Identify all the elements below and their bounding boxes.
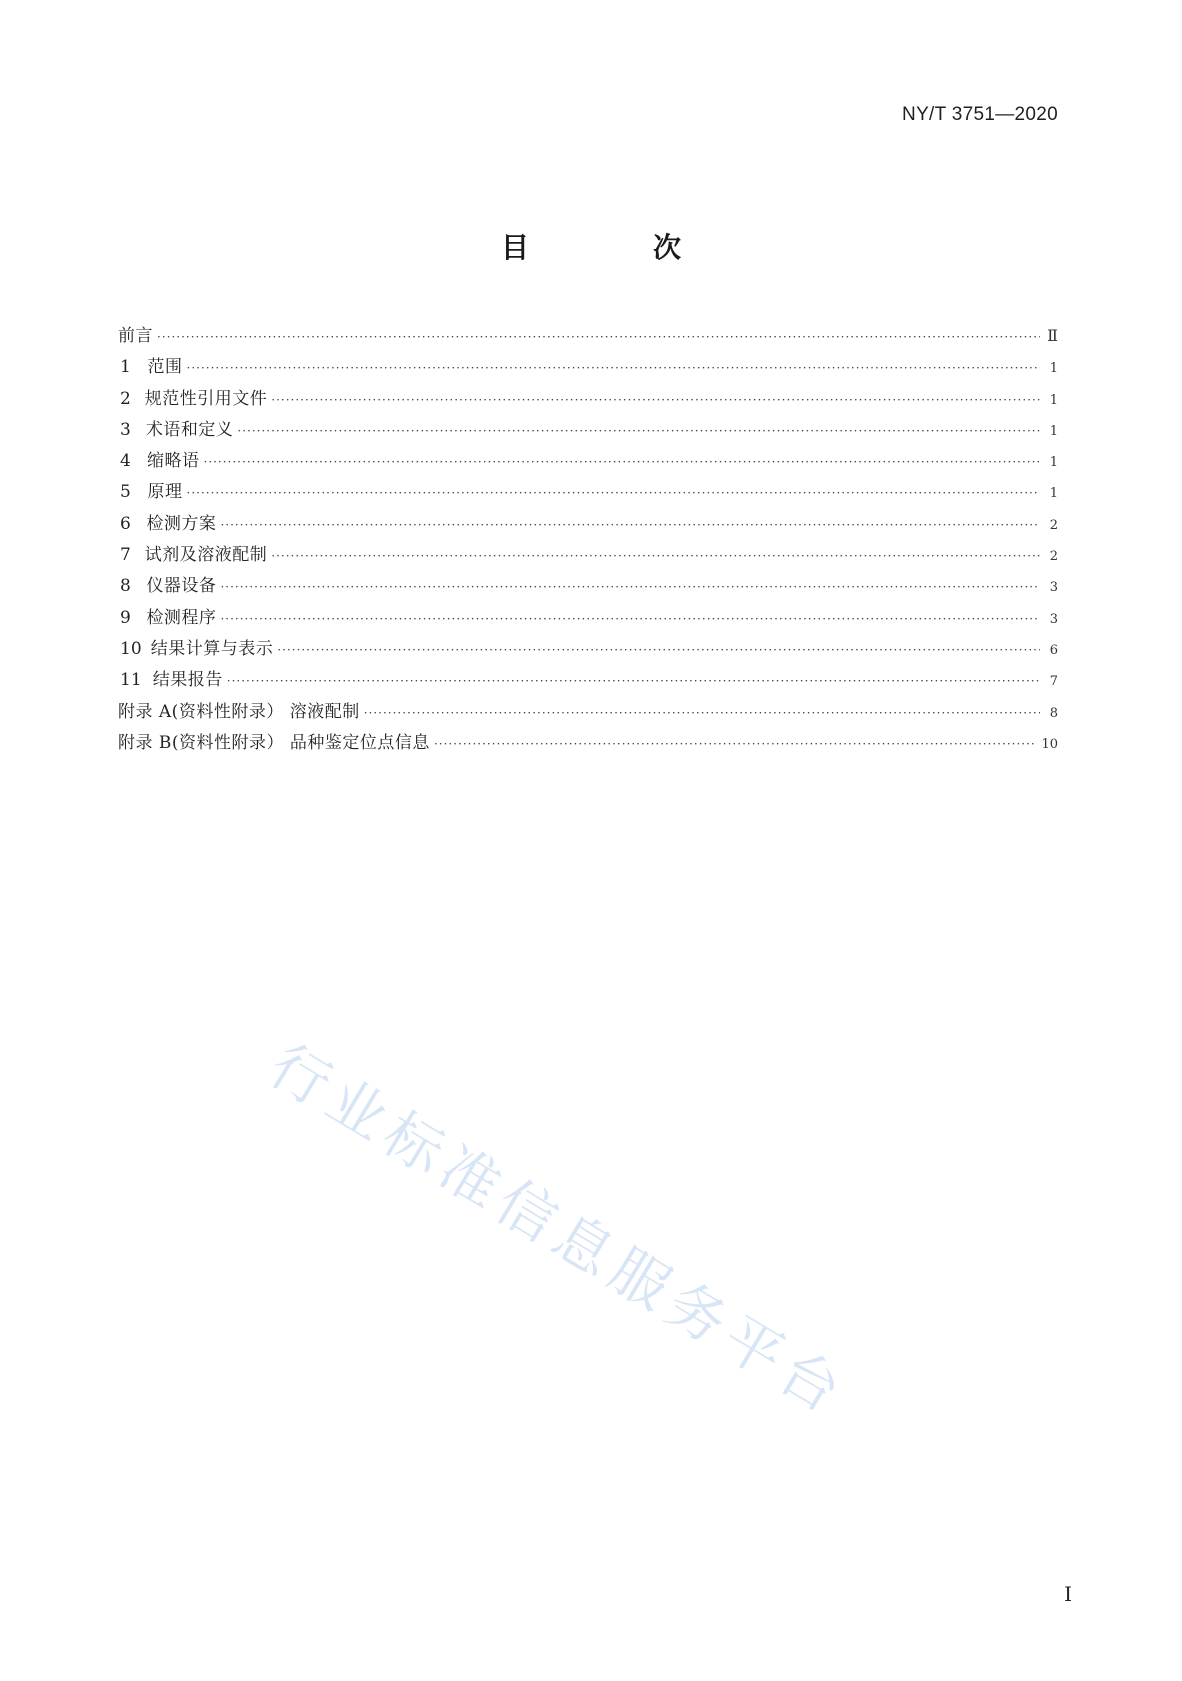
toc-label: 附录 B(资料性附录） 品种鉴定位点信息 (118, 732, 430, 753)
toc-number: 3 (120, 419, 131, 440)
toc-page: 3 (1049, 611, 1058, 627)
toc-row-4[interactable] (118, 446, 1058, 477)
toc-number: 6 (120, 513, 131, 534)
toc-page: 2 (1049, 517, 1058, 533)
page-number: I (1064, 1582, 1072, 1606)
toc-label: 范围 (147, 357, 183, 378)
toc-row-appendix-b[interactable] (118, 728, 1058, 759)
toc-row-7[interactable] (118, 540, 1058, 571)
toc-row-appendix-a[interactable] (118, 697, 1058, 728)
toc-label: 结果计算与表示 (150, 638, 274, 659)
toc-row-10[interactable] (118, 634, 1058, 665)
toc-page: 1 (1049, 455, 1058, 471)
toc-page: 6 (1049, 642, 1058, 658)
watermark: 行业标准信息服务平台 (258, 1031, 860, 1430)
toc-label: 检测程序 (146, 607, 217, 628)
table-of-contents (118, 321, 1058, 759)
toc-leader (220, 518, 1040, 532)
toc-number: 7 (120, 545, 131, 566)
toc-leader (220, 612, 1040, 626)
toc-leader (237, 424, 1040, 438)
toc-page: 1 (1049, 361, 1058, 377)
toc-number: 2 (120, 388, 131, 409)
toc-leader (220, 580, 1040, 594)
toc-page: 7 (1049, 674, 1058, 690)
toc-leader (277, 643, 1040, 657)
toc-label: 规范性引用文件 (144, 388, 268, 409)
toc-label: 试剂及溶液配制 (144, 545, 268, 566)
toc-number: 8 (120, 576, 131, 597)
toc-number: 5 (120, 482, 131, 503)
toc-number: 10 (120, 638, 142, 659)
toc-row-foreword[interactable] (118, 321, 1058, 352)
toc-row-6[interactable] (118, 509, 1058, 540)
toc-page: 1 (1049, 486, 1058, 502)
toc-page: 3 (1049, 580, 1058, 596)
toc-row-5[interactable] (118, 477, 1058, 508)
toc-number: 4 (120, 451, 131, 472)
toc-number: 1 (120, 357, 131, 378)
toc-row-3[interactable] (118, 415, 1058, 446)
toc-leader (187, 361, 1040, 375)
toc-page: 1 (1049, 423, 1058, 439)
toc-number: 11 (120, 670, 142, 691)
toc-page: Ⅱ (1047, 326, 1058, 345)
toc-label: 仪器设备 (146, 576, 217, 597)
toc-leader (271, 393, 1040, 407)
standard-code: NY/T 3751—2020 (902, 104, 1058, 125)
toc-label: 缩略语 (146, 451, 200, 472)
toc-label: 附录 A(资料性附录） 溶液配制 (118, 701, 360, 722)
toc-number: 9 (120, 607, 131, 628)
toc-label: 结果报告 (152, 670, 223, 691)
toc-page: 1 (1049, 392, 1058, 408)
toc-row-8[interactable] (118, 571, 1058, 602)
toc-leader (187, 486, 1040, 500)
toc-label: 检测方案 (146, 513, 217, 534)
toc-row-2[interactable] (118, 384, 1058, 415)
toc-page: 10 (1041, 736, 1058, 752)
page-title: 目 次 (500, 231, 729, 264)
toc-row-11[interactable] (118, 665, 1058, 696)
toc-row-1[interactable] (118, 352, 1058, 383)
toc-label: 前言 (118, 326, 153, 346)
toc-leader (271, 549, 1040, 563)
toc-page: 2 (1049, 549, 1058, 565)
toc-leader (157, 330, 1040, 344)
toc-leader (434, 737, 1038, 751)
toc-leader (203, 455, 1040, 469)
toc-leader (364, 706, 1040, 720)
toc-label: 原理 (147, 482, 183, 503)
toc-row-9[interactable] (118, 603, 1058, 634)
toc-leader (227, 674, 1040, 688)
toc-label: 术语和定义 (145, 419, 234, 440)
toc-page: 8 (1049, 705, 1058, 721)
